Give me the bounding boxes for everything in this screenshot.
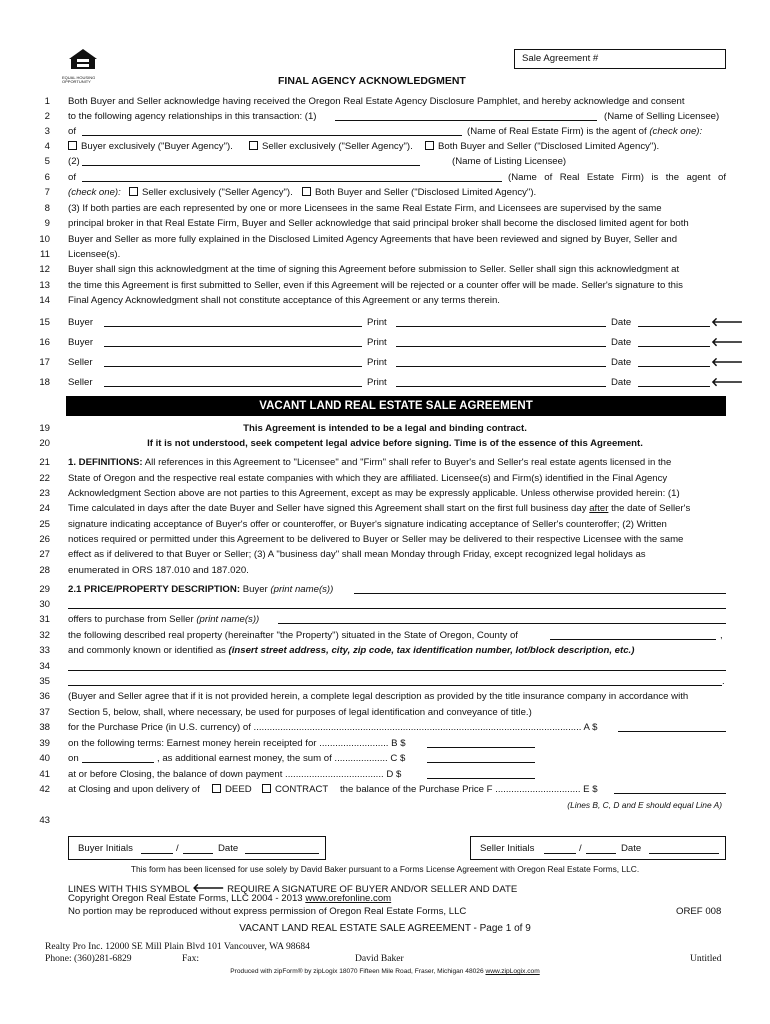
buyer-agency-label: Buyer exclusively ("Buyer Agency"). [81, 141, 233, 152]
equal-housing-logo-text: EQUAL HOUSING OPPORTUNITY [62, 75, 96, 84]
listing-disclosed-agency-label: Both Buyer and Seller ("Disclosed Limited Agency"). [315, 187, 537, 198]
line-number: 24 [39, 503, 50, 514]
definitions-line-26: notices required or permitted under this Agreement to be delivered to Buyer or Seller may be delivered to their respective Licensee with the same [68, 534, 684, 545]
line-number: 41 [39, 769, 50, 780]
date-label: Date [611, 357, 632, 368]
line-number: 1 [44, 96, 50, 107]
realty-fax: Fax: [182, 953, 200, 964]
buyer-initials-field-1[interactable] [141, 843, 173, 854]
license-notice: This form has been licensed for use solely by David Baker pursuant to a Forms License Agreement with Oregon Real Estate Forms, LLC. [130, 864, 640, 874]
sale-agreement-label: Sale Agreement # [522, 53, 599, 64]
line-number: 8 [44, 203, 50, 214]
line-number: 5 [44, 156, 50, 167]
form-code: OREF 008 [676, 906, 722, 917]
listing-firm-label: (Name of Real Estate Firm) is the agent of [508, 172, 726, 183]
county-field[interactable] [550, 629, 716, 640]
realty-phone: Phone: (360)281-6829 [45, 953, 132, 964]
seller-offer-label: offers to purchase from Seller [68, 614, 194, 625]
selling-firm-field[interactable] [82, 125, 462, 136]
additional-earnest-label: , as additional earnest money, the sum of .................... C $ [157, 753, 406, 764]
page-title: FINAL AGENCY ACKNOWLEDGMENT [278, 75, 466, 87]
check-one-label-2: (check one): [68, 187, 121, 198]
buyer-initials-date-field[interactable] [245, 843, 319, 854]
comma: , [720, 630, 723, 641]
date-field[interactable] [638, 336, 710, 347]
purchase-price-label: for the Purchase Price (in U.S. currency) of ........................................................................................................................... A $ [68, 722, 598, 733]
slash: / [579, 843, 582, 854]
signature-party-label: Seller [68, 377, 93, 388]
definitions-line-22: State of Oregon and the respective real estate companies with which they are affiliated. Licensee(s) and Firm(s) identified in the Final Agency [68, 473, 668, 484]
purchase-price-field[interactable] [618, 721, 726, 732]
line-number: 27 [39, 549, 50, 560]
equal-housing-logo [66, 47, 100, 77]
contract-checkbox[interactable] [262, 784, 271, 793]
symbol-legend-a: LINES WITH THIS SYMBOL [68, 884, 190, 895]
definitions-heading: 1. DEFINITIONS: [68, 457, 143, 468]
print-name-field[interactable] [396, 336, 606, 347]
ziplogix-link[interactable]: www.zipLogix.com [485, 968, 540, 975]
listing-seller-agency-label: Seller exclusively ("Seller Agency"). [142, 187, 293, 198]
line-number: 30 [39, 599, 50, 610]
signature-row: 16 Buyer Print Date 🡐 [39, 335, 744, 349]
address-field-2[interactable] [68, 675, 722, 686]
line-number: 3 [44, 126, 50, 137]
seller-initials-box [470, 836, 726, 860]
line-number: 40 [39, 753, 50, 764]
closing-label: at Closing and upon delivery of [68, 784, 200, 795]
date-field[interactable] [638, 356, 710, 367]
signature-row: 18 Seller Print Date 🡐 [39, 375, 744, 389]
selling-licensee-field[interactable] [335, 110, 597, 121]
arrow-left-icon: 🡐 [192, 881, 225, 895]
line-number: 7 [44, 187, 50, 198]
line-number: 36 [39, 691, 50, 702]
line-number: 22 [39, 473, 50, 484]
address-label: and commonly known or identified as [68, 645, 226, 656]
earnest-money-label: on the following terms: Earnest money herein receipted for .......................... B $ [68, 738, 406, 749]
seller-initials-label: Seller Initials [480, 843, 535, 854]
definitions-line-23: Acknowledgment Section above are not parties to this Agreement, except as may be expressly applicable. Unless otherwise provided herein: (1) [68, 488, 680, 499]
page-footer-title: VACANT LAND REAL ESTATE SALE AGREEMENT - Page 1 of 9 [239, 923, 531, 934]
line-number: 6 [44, 172, 50, 183]
line-number: 20 [39, 438, 50, 449]
line-number: 37 [39, 707, 50, 718]
price-line-36: (Buyer and Seller agree that if it is not provided herein, a complete legal description as provided by the title insurance company in accordance with [68, 691, 689, 702]
seller-print-hint: (print name(s)) [196, 614, 260, 625]
line-number: 25 [39, 519, 50, 530]
buyer-initials-date-label: Date [218, 843, 239, 854]
earnest-money-field[interactable] [427, 737, 535, 748]
ack-line-11: Licensee(s). [68, 249, 121, 260]
line-number: 13 [39, 280, 50, 291]
address-hint: (insert street address, city, zip code, tax identification number, lot/block description, etc.) [228, 645, 635, 656]
price-line-37: Section 5, below, shall, where necessary, be used for purposes of legal identification and conveyance of title.) [68, 707, 532, 718]
arrow-left-icon: 🡐 [711, 355, 744, 369]
document-name: Untitled [690, 953, 722, 964]
listing-licensee-field[interactable] [82, 155, 420, 166]
seller-agency-label: Seller exclusively ("Seller Agency"). [262, 141, 413, 152]
date-field[interactable] [638, 376, 710, 387]
ack-line-2: to the following agency relationships in this transaction: (1) [68, 111, 317, 122]
seller-initials-field-2[interactable] [586, 843, 616, 854]
ack-line-12: Buyer shall sign this acknowledgment at the time of signing this Agreement before submission to Seller. Seller shall sign this acknowledgment at [68, 264, 680, 275]
signature-field[interactable] [104, 336, 362, 347]
line-number: 42 [39, 784, 50, 795]
period: . [722, 676, 725, 687]
address-field-1[interactable] [68, 660, 726, 671]
listing-disclosed-agency-checkbox[interactable] [302, 187, 311, 196]
date-label: Date [611, 337, 632, 348]
down-payment-label: at or before Closing, the balance of down payment ..................................... D $ [68, 769, 402, 780]
after-emphasis: after [589, 503, 609, 514]
line-number: 9 [44, 218, 50, 229]
line-number: 34 [39, 661, 50, 672]
seller-initials-date-field[interactable] [649, 843, 719, 854]
line-number: 38 [39, 722, 50, 733]
seller-initials-date-label: Date [621, 843, 642, 854]
definitions-line-24: Time calculated in days after the date Buyer and Seller have signed this Agreement shall start on the first full business day [68, 503, 587, 514]
print-names-hint: (print name(s)) [270, 584, 334, 595]
contract-label: CONTRACT [275, 784, 329, 795]
down-payment-field[interactable] [427, 768, 535, 779]
seller-initials-field-1[interactable] [544, 843, 576, 854]
seller-names-field[interactable] [278, 613, 726, 624]
listing-item-label: (2) [68, 156, 80, 167]
print-label: Print [367, 377, 387, 388]
signature-field[interactable] [104, 316, 362, 327]
line-number: 43 [39, 815, 50, 826]
deed-label: DEED [225, 784, 252, 795]
county-label: the following described real property (hereinafter "the Property") situated in the State of Oregon, County of [68, 630, 518, 641]
line-number: 26 [39, 534, 50, 545]
ack-line-9: principal broker in that Real Estate Firm, Buyer and Seller acknowledge that said principal broker shall become the disclosed limited agent for both [68, 218, 689, 229]
line-number: 21 [39, 457, 50, 468]
arrow-left-icon: 🡐 [711, 315, 744, 329]
definitions-line-25: signature indicating acceptance of Buyer's offer or counteroffer, or Buyer's signature indicating acceptance of Seller's counteroffer; (2) Written [68, 519, 667, 530]
buyer-names-field[interactable] [354, 583, 726, 594]
line-number: 10 [39, 234, 50, 245]
ack-line-1: Both Buyer and Seller acknowledge having received the Oregon Real Estate Agency Disclosure Pamphlet, and hereby acknowledge and consent [68, 96, 685, 107]
additional-earnest-field[interactable] [427, 752, 535, 763]
copyright: Copyright Oregon Real Estate Forms, LLC 2004 - 2013 [68, 893, 303, 904]
check-one-label: (check one): [649, 126, 703, 137]
seller-agency-checkbox[interactable] [249, 141, 258, 150]
ack-line-13: the time this Agreement is first submitted to Seller, even if this Agreement will be rejected or a counter offer will be made. Seller's signature to this [68, 280, 683, 291]
print-label: Print [367, 357, 387, 368]
legal-notice-1: This Agreement is intended to be a legal and binding contract. [243, 423, 527, 434]
lines-note: (Lines B, C, D and E should equal Line A) [567, 800, 722, 810]
realty-address: Realty Pro Inc. 12000 SE Mill Plain Blvd 101 Vancouver, WA 98684 [45, 941, 310, 952]
selling-licensee-label: (Name of Selling Licensee) [604, 111, 720, 122]
buyer-label: Buyer [242, 584, 268, 595]
line-number: 31 [39, 614, 50, 625]
arrow-left-icon: 🡐 [711, 335, 744, 349]
print-name-field[interactable] [396, 376, 606, 387]
line-number: 23 [39, 488, 50, 499]
signature-party-label: Buyer [68, 317, 94, 328]
disclosed-limited-agency-label: Both Buyer and Seller ("Disclosed Limited Agency"). [438, 141, 660, 152]
of-label: of [68, 126, 77, 137]
line-number: 4 [44, 141, 50, 152]
date-label: Date [611, 317, 632, 328]
selling-firm-label: (Name of Real Estate Firm) is the agent of [467, 126, 647, 137]
legal-notice-2: If it is not understood, seek competent legal advice before signing. Time is of the essence of this Agreement. [147, 438, 643, 449]
signature-field[interactable] [104, 356, 362, 367]
additional-earnest-date-field[interactable] [82, 752, 154, 763]
line-number: 39 [39, 738, 50, 749]
date-field[interactable] [638, 316, 710, 327]
listing-licensee-label: (Name of Listing Licensee) [452, 156, 567, 167]
signature-row: 17 Seller Print Date 🡐 [39, 355, 744, 369]
definitions-line-27: effect as if delivered to that Buyer or Seller; (3) A "business day" shall mean Monday through Friday, except recognized legal holidays as [68, 549, 646, 560]
slash: / [176, 843, 179, 854]
on-label: on [68, 753, 79, 764]
buyer-initials-label: Buyer Initials [78, 843, 133, 854]
zipform-notice: Produced with zipForm® by zipLogix 18070 Fifteen Mile Road, Fraser, Michigan 48026 [230, 968, 484, 975]
signature-field[interactable] [104, 376, 362, 387]
ack-line-8: (3) If both parties are each represented by one or more Licensees in the same Real Estate Firm, and Licensees are supervised by the same [68, 203, 662, 214]
line-number: 33 [39, 645, 50, 656]
line-number: 32 [39, 630, 50, 641]
definitions-line-28: enumerated in ORS 187.010 and 187.020. [68, 565, 249, 576]
symbol-legend-b: REQUIRE A SIGNATURE OF BUYER AND/OR SELLER AND DATE [227, 884, 518, 895]
definitions-line-21: All references in this Agreement to "Licensee" and "Firm" shall refer to Buyer's and Seller's real estate agents licensed in the [144, 457, 672, 468]
agent-name: David Baker [355, 953, 404, 964]
deed-checkbox[interactable] [212, 784, 221, 793]
signature-party-label: Buyer [68, 337, 94, 348]
line-number: 2 [44, 111, 50, 122]
buyer-initials-field-2[interactable] [183, 843, 213, 854]
ack-line-10: Buyer and Seller as more fully explained in the Disclosed Limited Agency Agreements that have been reviewed and signed by Buyer, Seller and [68, 234, 678, 245]
section-banner: VACANT LAND REAL ESTATE SALE AGREEMENT [66, 396, 726, 416]
buyer-initials-box [68, 836, 326, 860]
definitions-line-24-end: the date of Seller's [611, 503, 691, 514]
arrow-left-icon: 🡐 [711, 375, 744, 389]
signature-row: 15 Buyer Print Date 🡐 [39, 315, 744, 329]
line-number: 11 [40, 249, 50, 260]
line-number: 35 [39, 676, 50, 687]
reproduction-notice: No portion may be reproduced without express permission of Oregon Real Estate Forms, LLC [68, 906, 467, 917]
ack-line-14: Final Agency Acknowledgment shall not constitute acceptance of this Agreement or any terms therein. [68, 295, 500, 306]
listing-seller-agency-checkbox[interactable] [129, 187, 138, 196]
listing-firm-field[interactable] [82, 171, 502, 182]
date-label: Date [611, 377, 632, 388]
line-number: 14 [39, 295, 50, 306]
buyer-agency-checkbox[interactable] [68, 141, 77, 150]
line-number: 19 [39, 423, 50, 434]
orefonline-link[interactable]: www.orefonline.com [305, 893, 392, 904]
balance-field[interactable] [614, 783, 726, 794]
buyer-names-field-2[interactable] [68, 598, 726, 609]
line-number: 12 [39, 264, 50, 275]
of-label-2: of [68, 172, 77, 183]
signature-party-label: Seller [68, 357, 93, 368]
price-heading: 2.1 PRICE/PROPERTY DESCRIPTION: [68, 584, 241, 595]
print-name-field[interactable] [396, 316, 606, 327]
disclosed-limited-agency-checkbox[interactable] [425, 141, 434, 150]
print-name-field[interactable] [396, 356, 606, 367]
balance-label: the balance of the Purchase Price F ................................ E $ [340, 784, 598, 795]
line-number: 29 [39, 584, 50, 595]
print-label: Print [367, 317, 387, 328]
print-label: Print [367, 337, 387, 348]
line-number: 28 [39, 565, 50, 576]
